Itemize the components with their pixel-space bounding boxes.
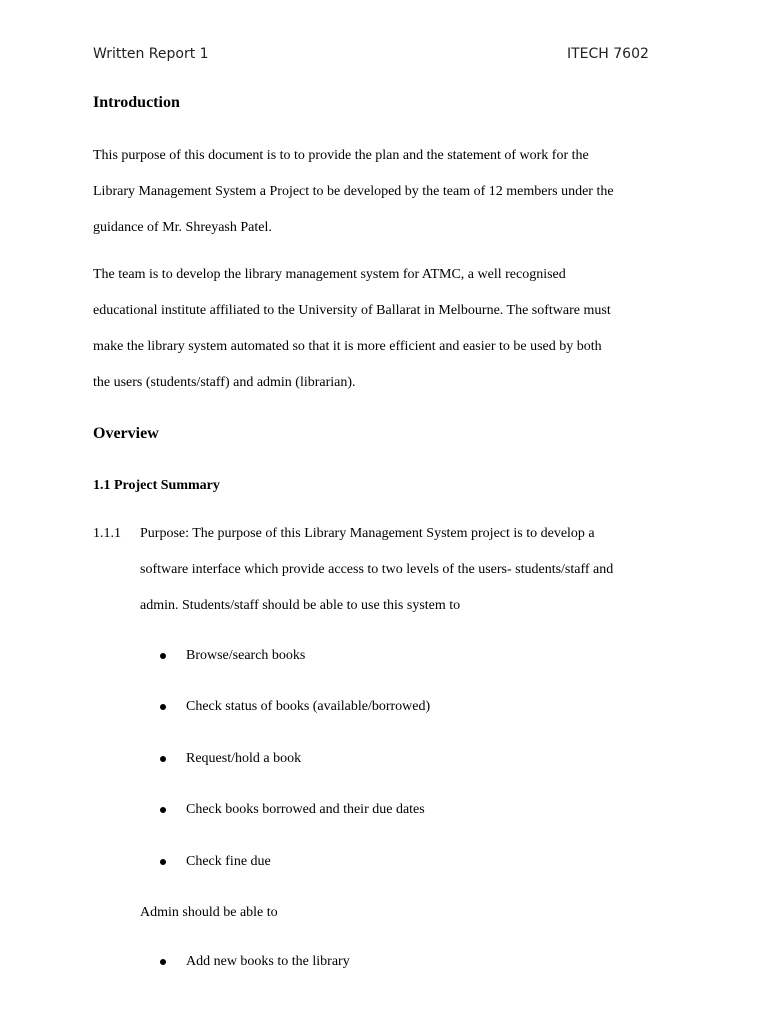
introduction-heading: Introduction [93,94,180,111]
introduction-paragraph-1 [93,138,693,246]
paragraph-line: admin. Students/staff should be able to use this system to [140,598,461,613]
admin-intro-text: Admin should be able to [140,905,278,920]
item-number: 1.1.1 [93,526,121,541]
paragraph-line: Purpose: The purpose of this Library Management System project is to develop a [140,526,595,541]
bullet-icon [160,959,166,965]
introduction-paragraph-2 [93,257,693,401]
bullet-icon [160,807,166,813]
list-item-text: Check books borrowed and their due dates [186,802,425,817]
purpose-paragraph [140,516,700,624]
paragraph-line: The team is to develop the library management system for ATMC, a well recognised [93,267,566,282]
project-summary-subheading: 1.1 Project Summary [93,478,220,493]
header-report-title: Written Report 1 [93,46,209,62]
paragraph-line: guidance of Mr. Shreyash Patel. [93,220,272,235]
list-item-text: Browse/search books [186,648,306,663]
list-item-text: Request/hold a book [186,751,302,766]
list-item-text: Add new books to the library [186,954,350,969]
paragraph-line: educational institute affiliated to the University of Ballarat in Melbourne. The software must [93,303,611,318]
overview-heading: Overview [93,425,159,442]
header-course-code: ITECH 7602 [567,46,649,62]
paragraph-line: software interface which provide access to two levels of the users- students/staff and [140,562,614,577]
paragraph-line: Library Management System a Project to be developed by the team of 12 members under the [93,184,614,199]
paragraph-line: the users (students/staff) and admin (librarian). [93,375,356,390]
bullet-icon [160,756,166,762]
bullet-icon [160,859,166,865]
paragraph-line: This purpose of this document is to to provide the plan and the statement of work for the [93,148,589,163]
list-item-text: Check fine due [186,854,271,869]
bullet-icon [160,704,166,710]
list-item-text: Check status of books (available/borrowed) [186,699,431,714]
bullet-icon [160,653,166,659]
paragraph-line: make the library system automated so that it is more efficient and easier to be used by both [93,339,602,354]
